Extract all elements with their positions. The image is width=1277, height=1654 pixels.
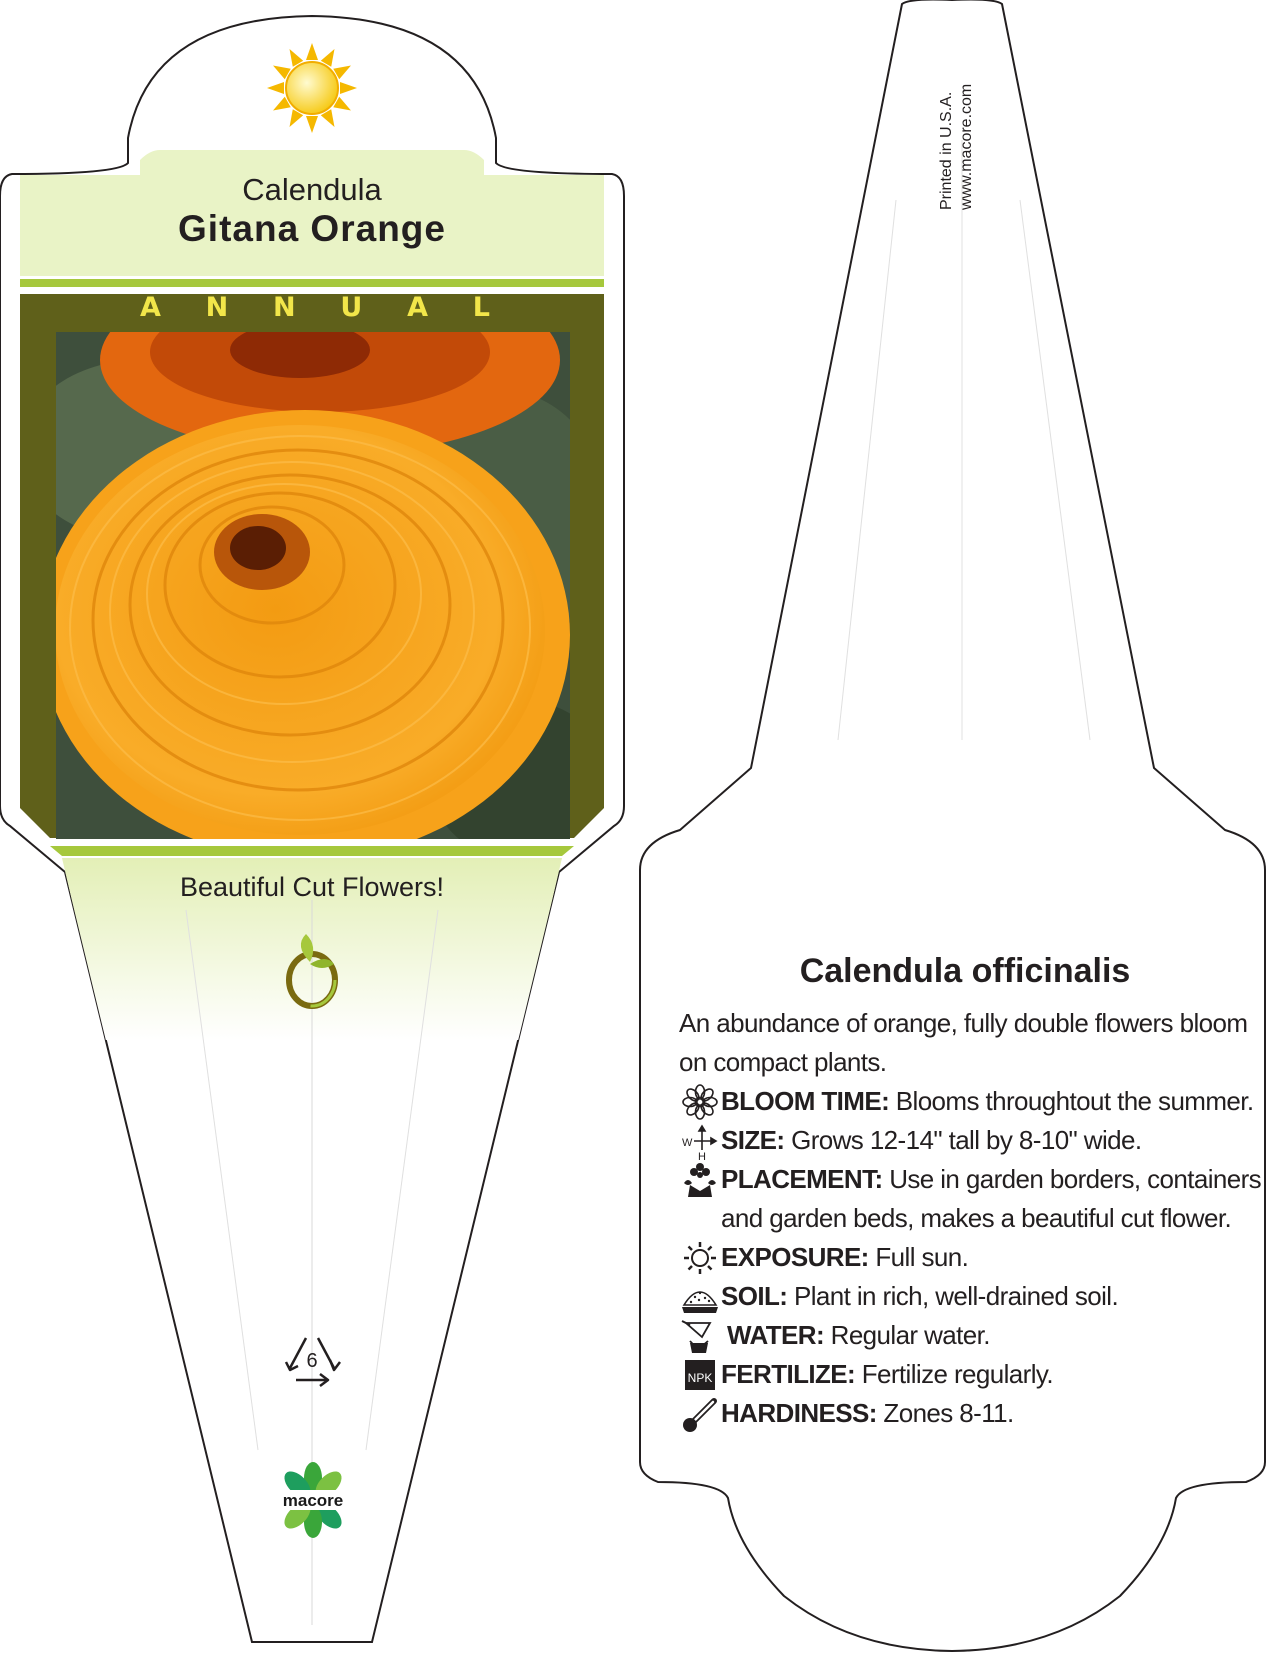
attribute-label: EXPOSURE: — [721, 1242, 869, 1272]
thermometer-icon — [679, 1394, 721, 1433]
sun-icon — [679, 1238, 721, 1277]
soil-icon — [679, 1277, 721, 1316]
care-info — [679, 1004, 1264, 1433]
website: www.macore.com — [958, 83, 975, 210]
plant-type-letter: L — [472, 292, 490, 323]
attribute-label: PLACEMENT: — [721, 1164, 883, 1194]
description: An abundance of orange, fully double flowers bloom on compact plants. — [679, 1008, 1248, 1077]
plant-type-letter: A — [140, 292, 161, 323]
size-h-glyph: H — [698, 1150, 706, 1160]
size-arrows-icon — [679, 1121, 721, 1160]
plant-type-letter: N — [205, 292, 229, 323]
attribute-fertilize — [679, 1355, 1264, 1394]
variety-name: Gitana Orange — [178, 208, 446, 249]
attribute-size — [679, 1121, 1264, 1160]
watering-can-icon — [679, 1316, 721, 1355]
attribute-value: Plant in rich, well-drained soil. — [793, 1281, 1119, 1311]
npk-glyph: NPK — [685, 1360, 716, 1390]
attribute-water — [679, 1316, 1264, 1355]
attribute-soil — [679, 1277, 1264, 1316]
attribute-exposure — [679, 1238, 1264, 1277]
attribute-label: SIZE: — [721, 1125, 785, 1155]
flower-icon — [679, 1082, 721, 1121]
flower-photo — [20, 265, 610, 860]
attribute-hardiness — [679, 1394, 1264, 1433]
plant-type — [140, 292, 490, 323]
attribute-bloom-time — [679, 1082, 1264, 1121]
plant-type-letter: U — [340, 292, 363, 323]
printed-in: Printed in U.S.A. — [938, 91, 955, 210]
attribute-value: Full sun. — [875, 1242, 969, 1272]
scientific-name: Calendula officinalis — [799, 952, 1131, 990]
attribute-label: SOIL: — [721, 1281, 788, 1311]
plant-type-letter: N — [273, 292, 296, 323]
attribute-placement — [679, 1160, 1264, 1238]
recycle-number: 6 — [306, 1350, 318, 1372]
placement-icon — [679, 1160, 721, 1199]
brand-name: macore — [282, 1491, 344, 1510]
attribute-value: Regular water. — [830, 1320, 990, 1350]
attribute-value: Zones 8-11. — [883, 1398, 1014, 1428]
attribute-label: HARDINESS: — [721, 1398, 877, 1428]
attribute-value: Fertilize regularly. — [861, 1359, 1053, 1389]
attribute-label: FERTILIZE: — [721, 1359, 856, 1389]
attribute-value: Grows 12-14" tall by 8-10" wide. — [791, 1125, 1142, 1155]
attribute-label: BLOOM TIME: — [721, 1086, 890, 1116]
attribute-value: Blooms throughtout the summer. — [895, 1086, 1254, 1116]
size-w-glyph: W — [682, 1136, 692, 1149]
tagline: Beautiful Cut Flowers! — [179, 872, 445, 902]
attribute-label: WATER: — [727, 1320, 825, 1350]
plant-type-letter: A — [407, 292, 428, 323]
print-info — [937, 50, 977, 210]
common-name: Calendula — [242, 172, 382, 207]
npk-icon — [679, 1355, 721, 1394]
attribute-value: Use in garden borders, containers and garden beds, makes a beautiful cut flower. — [721, 1164, 1262, 1233]
